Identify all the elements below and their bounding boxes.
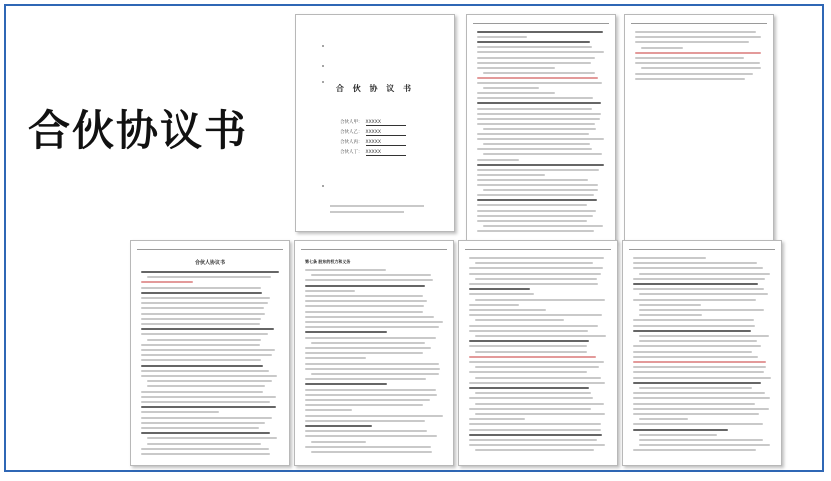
text-line xyxy=(141,432,270,434)
text-line xyxy=(483,128,596,130)
text-line xyxy=(141,354,272,356)
text-line xyxy=(141,297,270,299)
text-line xyxy=(141,328,274,330)
text-line xyxy=(305,352,423,354)
text-line xyxy=(305,409,352,411)
text-line xyxy=(475,319,564,321)
text-line xyxy=(141,292,262,294)
text-line xyxy=(635,57,744,59)
text-line xyxy=(633,366,766,368)
text-line xyxy=(477,46,592,48)
text-line xyxy=(305,290,355,292)
text-line xyxy=(633,413,759,415)
text-line xyxy=(305,378,426,380)
cover-field-label: 合伙人乙： xyxy=(340,130,363,135)
text-line xyxy=(469,418,525,420)
text-line xyxy=(639,387,752,389)
cover-field-value: XXXXX xyxy=(366,120,406,126)
text-line xyxy=(141,391,263,393)
text-line xyxy=(639,444,770,446)
text-line xyxy=(483,153,602,155)
text-line xyxy=(469,397,593,399)
text-line xyxy=(305,425,372,427)
text-line xyxy=(477,118,600,120)
text-line xyxy=(141,313,265,315)
text-line xyxy=(141,453,270,455)
text-line xyxy=(483,225,603,227)
text-line xyxy=(633,267,763,269)
text-line xyxy=(639,439,763,441)
text-line xyxy=(477,164,604,166)
text-line xyxy=(477,194,594,196)
text-line xyxy=(305,415,443,417)
text-line xyxy=(469,371,587,373)
text-line xyxy=(475,392,591,394)
text-line xyxy=(147,385,265,387)
text-line xyxy=(635,31,756,33)
text-line xyxy=(305,331,387,333)
text-line xyxy=(477,210,596,212)
text-line xyxy=(141,396,276,398)
document-preview-frame xyxy=(4,4,824,472)
text-line xyxy=(147,276,271,278)
text-line xyxy=(633,257,706,259)
text-line xyxy=(635,52,761,54)
text-line xyxy=(477,169,599,171)
cover-field-label: 合伙人丁： xyxy=(340,150,363,155)
text-line xyxy=(633,319,754,321)
text-line xyxy=(477,92,555,94)
text-line xyxy=(477,230,594,232)
text-line xyxy=(141,344,260,346)
text-line xyxy=(635,62,760,64)
text-line xyxy=(141,287,261,289)
text-line xyxy=(469,340,589,342)
text-line xyxy=(311,274,431,276)
text-line xyxy=(641,47,683,49)
text-line xyxy=(141,365,263,367)
text-line xyxy=(633,345,761,347)
text-line xyxy=(633,351,752,353)
text-line xyxy=(477,67,555,69)
text-line xyxy=(305,446,431,448)
text-line xyxy=(477,41,590,43)
text-line xyxy=(635,41,749,43)
margin-mark xyxy=(322,185,324,187)
text-line xyxy=(469,257,604,259)
text-line xyxy=(147,437,277,439)
footer-text-line xyxy=(330,205,424,207)
text-line xyxy=(475,299,605,301)
text-line xyxy=(477,159,519,161)
text-line xyxy=(633,361,766,363)
text-line xyxy=(305,279,433,281)
text-line xyxy=(469,293,534,295)
text-line xyxy=(477,148,592,150)
text-line xyxy=(311,441,366,443)
text-line xyxy=(475,413,605,415)
text-line xyxy=(477,123,595,125)
text-line xyxy=(475,262,593,264)
document-title: 合伙协议书 xyxy=(28,106,249,155)
text-line xyxy=(305,300,427,302)
text-line xyxy=(141,333,268,335)
text-line xyxy=(469,408,591,410)
text-line xyxy=(141,281,193,283)
text-line xyxy=(305,316,434,318)
text-line xyxy=(305,347,431,349)
text-line xyxy=(469,382,605,384)
page-heading: 合伙人协议书 xyxy=(194,260,225,266)
text-line xyxy=(483,87,539,89)
text-line xyxy=(639,304,701,306)
text-line xyxy=(141,370,269,372)
text-line xyxy=(305,326,439,328)
text-line xyxy=(477,184,598,186)
page-header-rule xyxy=(631,23,767,24)
text-line xyxy=(305,337,436,339)
text-line xyxy=(477,82,602,84)
text-line xyxy=(141,318,261,320)
text-line xyxy=(633,423,763,425)
text-line xyxy=(469,361,604,363)
page-header-rule xyxy=(629,249,775,250)
footer-text-line xyxy=(330,211,404,213)
text-line xyxy=(141,359,261,361)
text-line xyxy=(141,349,275,351)
text-line xyxy=(141,302,268,304)
text-line xyxy=(147,380,272,382)
text-line xyxy=(477,133,589,135)
document-page-3 xyxy=(624,14,774,242)
text-line xyxy=(305,394,437,396)
text-line xyxy=(475,335,606,337)
text-line xyxy=(633,288,764,290)
text-line xyxy=(483,72,595,74)
text-line xyxy=(477,62,591,64)
document-page-6 xyxy=(458,240,618,466)
text-line xyxy=(475,366,599,368)
text-line xyxy=(147,339,261,341)
text-line xyxy=(475,351,587,353)
text-line xyxy=(477,220,587,222)
text-line xyxy=(477,57,595,59)
text-line xyxy=(475,278,597,280)
text-line xyxy=(141,401,270,403)
page-heading: 第七条 股东的权力和义务 xyxy=(305,259,351,264)
text-line xyxy=(141,307,264,309)
text-line xyxy=(633,371,764,373)
text-line xyxy=(305,321,443,323)
text-line xyxy=(311,342,425,344)
text-line xyxy=(469,304,519,306)
cover-field-c xyxy=(340,139,406,146)
text-line xyxy=(469,267,603,269)
text-line xyxy=(639,335,769,337)
text-line xyxy=(469,444,605,446)
text-line xyxy=(633,382,761,384)
text-line xyxy=(633,356,758,358)
text-line xyxy=(469,273,601,275)
cover-field-value: XXXXX xyxy=(366,130,406,136)
text-line xyxy=(141,448,269,450)
text-line xyxy=(141,422,265,424)
text-line xyxy=(469,283,598,285)
text-line xyxy=(469,309,546,311)
text-line xyxy=(635,73,753,75)
text-line xyxy=(305,399,430,401)
text-line xyxy=(477,199,597,201)
text-line xyxy=(311,451,432,453)
text-line xyxy=(477,97,593,99)
text-line xyxy=(641,67,761,69)
cover-title: 合 伙 协 议 书 xyxy=(335,84,415,93)
text-line xyxy=(477,77,598,79)
cover-field-value: XXXXX xyxy=(366,150,406,156)
text-line xyxy=(635,78,745,80)
text-line xyxy=(305,285,425,287)
page-header-rule xyxy=(465,249,611,250)
text-line xyxy=(639,314,702,316)
document-page-7 xyxy=(622,240,782,466)
text-line xyxy=(633,408,769,410)
text-line xyxy=(633,299,756,301)
text-line xyxy=(475,449,594,451)
text-line xyxy=(305,404,423,406)
text-line xyxy=(483,143,590,145)
text-line xyxy=(477,215,593,217)
page-header-rule xyxy=(473,23,609,24)
page-header-rule xyxy=(137,249,283,250)
text-line xyxy=(475,377,601,379)
text-line xyxy=(141,271,279,273)
text-line xyxy=(633,325,755,327)
text-line xyxy=(633,392,765,394)
text-line xyxy=(305,305,424,307)
text-line xyxy=(305,383,387,385)
text-line xyxy=(639,273,770,275)
text-line xyxy=(305,430,427,432)
text-line xyxy=(469,439,597,441)
text-line xyxy=(469,429,601,431)
text-line xyxy=(469,356,596,358)
text-line xyxy=(305,435,437,437)
margin-mark xyxy=(322,45,324,47)
text-line xyxy=(477,31,603,33)
text-line xyxy=(469,434,602,436)
text-line xyxy=(305,420,425,422)
cover-field-d xyxy=(340,149,406,156)
text-line xyxy=(147,443,261,445)
text-line xyxy=(635,36,761,38)
text-line xyxy=(141,411,219,413)
text-line xyxy=(633,278,765,280)
text-line xyxy=(305,363,439,365)
text-line xyxy=(469,288,530,290)
text-line xyxy=(141,406,276,408)
text-line xyxy=(639,309,764,311)
cover-field-b xyxy=(340,129,406,136)
text-line xyxy=(633,449,756,451)
text-line xyxy=(477,174,545,176)
text-line xyxy=(639,434,717,436)
text-line xyxy=(477,138,604,140)
text-line xyxy=(633,330,751,332)
text-line xyxy=(141,427,259,429)
text-line xyxy=(141,323,260,325)
cover-field-label: 合伙人甲： xyxy=(340,120,363,125)
text-line xyxy=(633,429,728,431)
text-line xyxy=(477,102,601,104)
text-line xyxy=(469,330,588,332)
document-page-2 xyxy=(466,14,616,242)
text-line xyxy=(311,373,439,375)
text-line xyxy=(469,314,602,316)
text-line xyxy=(483,189,598,191)
text-line xyxy=(633,403,755,405)
page-header-rule xyxy=(301,249,447,250)
margin-mark xyxy=(322,65,324,67)
text-line xyxy=(305,389,436,391)
text-line xyxy=(305,269,386,271)
text-line xyxy=(469,423,601,425)
text-line xyxy=(633,397,770,399)
text-line xyxy=(469,387,589,389)
text-line xyxy=(477,113,601,115)
text-line xyxy=(305,368,440,370)
text-line xyxy=(477,179,588,181)
text-line xyxy=(141,375,277,377)
text-line xyxy=(141,417,272,419)
text-line xyxy=(477,51,604,53)
text-line xyxy=(639,293,768,295)
text-line xyxy=(469,345,587,347)
text-line xyxy=(305,357,366,359)
text-line xyxy=(305,295,423,297)
cover-field-a xyxy=(340,119,406,126)
cover-field-value: XXXXX xyxy=(366,140,406,146)
text-line xyxy=(639,418,688,420)
text-line xyxy=(633,377,771,379)
text-line xyxy=(469,325,598,327)
text-line xyxy=(639,340,757,342)
text-line xyxy=(477,108,592,110)
text-line xyxy=(633,262,757,264)
text-line xyxy=(475,403,604,405)
text-line xyxy=(477,204,587,206)
text-line xyxy=(477,36,527,38)
text-line xyxy=(633,283,758,285)
cover-page xyxy=(295,14,455,232)
text-line xyxy=(305,311,423,313)
document-page-5 xyxy=(294,240,454,466)
cover-field-label: 合伙人丙： xyxy=(340,140,363,145)
document-page-4 xyxy=(130,240,290,466)
